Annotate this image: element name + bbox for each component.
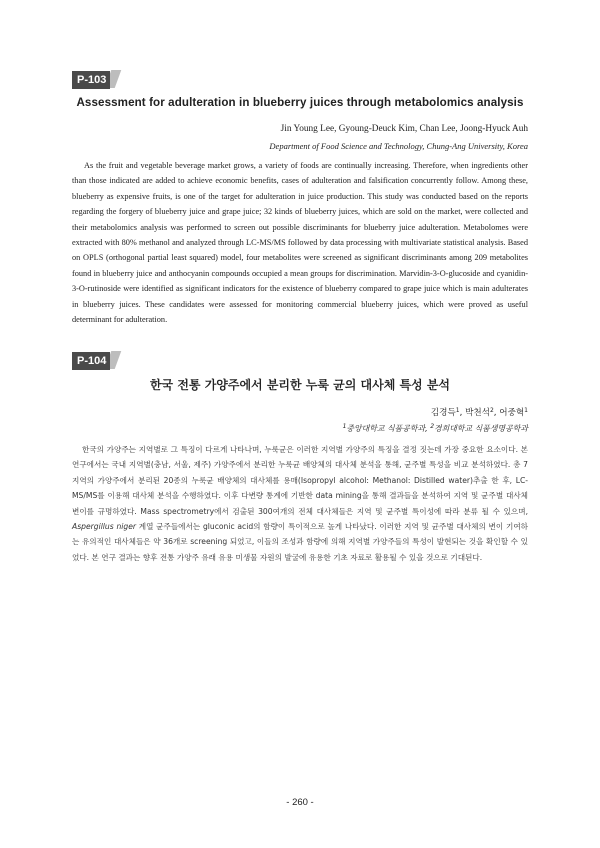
abstract-authors: 김경득$^1$, 박천석$^2$, 어중혁$^1$	[430, 407, 528, 418]
author-superscript: 1	[455, 407, 460, 414]
affiliation-superscript: 1	[342, 423, 347, 430]
author-name: 박천석	[465, 408, 490, 418]
abstract-id: P-103	[72, 71, 110, 89]
abstract-id-badge-p104	[72, 351, 110, 369]
abstract-text: 한국의 가양주는 지역별로 그 특징이 다르게 나타나며, 누룩균은 이러한 지역별 가양주의 특징을 결정 짓는데 가장 중요한 요소이다. 본 연구에서는 국내 지역별(충남, 서울, 제주) 가양주에서 분리한 누룩균 배양체의 대사체 분석을 통해, 균주별 특성을 비교 분석하였다. 총 7 지역의 가양주에서 분리된 20종의 누룩균 배양체의 대사체를 용매(Isopropyl alcohol: Methanol: Distilled water)추출 한 후, LC-MS/MS를 이용해 대사체 분석을 수행하였다. 이후 다변량 통계에 기반한 data mining을 통해 결과들을 분석하여 지역 및 균주별 대사체 변이를 규명하였다. Mass spectrometry에서 검출된 300여개의 전체 대사체들은 지역 및 균주별 특이성에 따라 분류 될 수 있으며,	[72, 445, 528, 516]
species-name: Aspergillus niger	[72, 522, 136, 532]
author-name: 김경득	[430, 408, 456, 418]
affiliation-superscript: 2	[430, 423, 435, 430]
author-superscript: 2	[489, 407, 494, 414]
abstract-title: 한국 전통 가양주에서 분리한 누룩 균의 대사체 특성 분석	[149, 378, 451, 392]
author-name: 어중혁	[499, 408, 525, 418]
abstract-affiliation: $^1$중앙대학교 식품공학과, $^2$경희대학교 식품생명공학과	[342, 423, 528, 433]
affiliation-name: 경희대학교 식품생명공학과	[434, 424, 528, 433]
abstract-id-badge-p103	[72, 70, 110, 88]
abstract-authors: Jin Young Lee, Gyoung-Deuck Kim, Chan Lee, Joong-Hyuck Auh	[280, 124, 528, 134]
affiliation-name: 중앙대학교 식품공학과	[346, 424, 426, 433]
author-superscript: 1	[524, 407, 528, 414]
abstract-text: 계열 균주들에서는 gluconic acid의 함량이 특이적으로 높게 나타났다. 이러한 지역 및 균주별 대사체의 변이 기여하는 유의적인 대사체들은 약 36개로 screening 되었고, 이들의 조성과 함량에 의해 지역별 가양주들의 특성이 발현되는 것을 확인할 수 있었다. 본 연구 결과는 향후 전통 가양주 유래 유용 미생물 자원의 발굴에 유용한 기초 자료로 활용될 수 있을 것으로 기대된다.	[72, 522, 528, 562]
abstract-id: P-104	[72, 352, 110, 370]
abstract-affiliation: Department of Food Science and Technology, Chung-Ang University, Korea	[269, 141, 528, 151]
abstract-title: Assessment for adulteration in blueberry juices through metabolomics analysis	[76, 96, 524, 109]
page-number: - 260 -	[286, 797, 314, 808]
abstract-body: As the fruit and vegetable beverage market grows, a variety of foods are continually increasing. Therefore, when ingredients other than those indicated are added to achieve economic benefits, cases of adulteration and falsification concurrently follow. Among these, blueberry as expensive fruits, is one of the target for adulteration in juice production. This study was conducted based on the reports regarding the forgery of blueberry juice and grape juice; 32 kinds of blueberry juices, which are sold on the market, were collected and their metabolomics analysis was performed to screen out possible discriminants for blueberry juice adulteration. Metabolomes were extracted with 80% methanol and analyzed through LC-MS/MS followed by data processing with multivariate statistical analysis. Based on OPLS (orthogonal partial least squared) model, four metabolites were screened as significant discriminants among 209 metabolites found in blueberry juice and anthocyanin compounds occupied a mean groups for discrimination. Marvidin-3-O-glucoside and cyanidin-3-O-rutinoside were identified as significant indicators for the existence of blueberry compared to grape juice which is main adulterates in blueberry juices. These candidates were assessed for monitoring commercial blueberry juices, which were proved as useful determinant for adulteration.	[72, 161, 528, 325]
abstract-body	[72, 442, 528, 565]
